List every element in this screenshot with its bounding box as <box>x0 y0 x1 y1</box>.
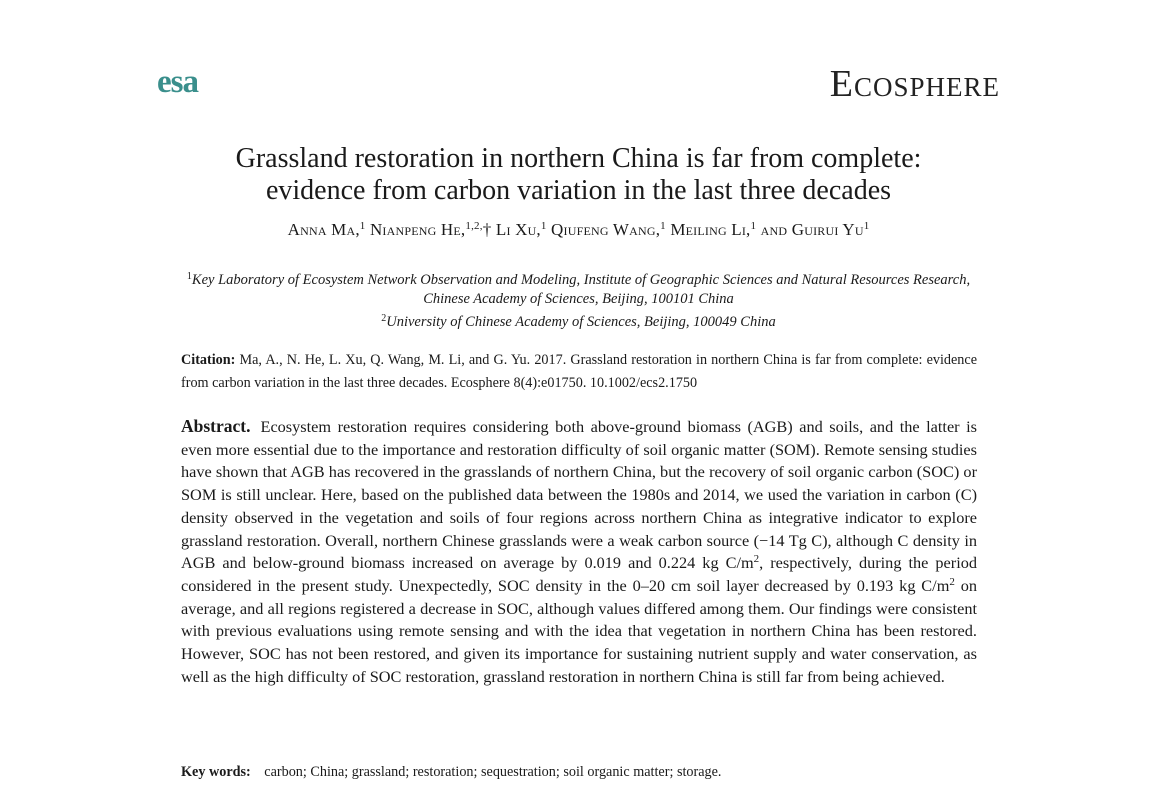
author-affiliation-sup: 1 <box>540 220 547 232</box>
abstract-text-part-3: on average, and all regions registered a decrease in SOC, although values differed among them. Our findings were consistent with previous evaluations using remote sensing and with the idea that vegetation in northern China has been restored. However, SOC has not been restored, and given its importance for sustaining nutrient supply and water conservation, as well as the high difficulty of SOC restoration, grassland restoration in northern China is still far from being achieved. <box>181 575 977 686</box>
title-line-2: evidence from carbon variation in the last three decades <box>265 175 892 206</box>
author-affiliation-sup: 1 <box>863 220 870 232</box>
citation <box>181 349 977 395</box>
citation-label: Citation: <box>181 352 236 368</box>
keywords-label: Key words: <box>181 764 251 780</box>
author-name: Li Xu, <box>495 220 541 239</box>
abstract-text-part-1: Ecosystem restoration requires considering both above-ground biomass (AGB) and soils, and the latter is even more essential due to the importance and restoration difficulty of soil organic matter (SOM). Remote sensing studies have shown that AGB has recovered in the grasslands of northern China, but the recovery of soil organic carbon (SOC) or SOM is still unclear. Here, based on the published data between the 1980s and 2014, we used the variation in carbon (C) density observed in the vegetation and soils of four regions across northern China as integrative indicator to explore grassland restoration. Overall, northern Chinese grasslands were a weak carbon source (−14 Tg C), although C density in AGB and below-ground biomass increased on average by 0.019 and 0.224 kg C/m <box>181 417 977 573</box>
author-name: Anna Ma, <box>287 220 360 239</box>
article-title <box>150 143 1007 207</box>
esa-logo: esa <box>157 64 198 100</box>
author-affiliation-sup: 1 <box>660 220 666 232</box>
journal-name: Ecosphere <box>829 63 1000 105</box>
affiliations <box>150 267 1007 332</box>
corresponding-author-mark: † <box>482 220 492 239</box>
author-name: Nianpeng He, <box>369 220 466 239</box>
author-list <box>150 220 1007 240</box>
affiliation-1-line-1: Key Laboratory of Ecosystem Network Observation and Modeling, Institute of Geographic Sciences and Natural Resources Research, <box>191 272 971 288</box>
title-line-1: Grassland restoration in northern China is far from complete: <box>235 143 922 174</box>
abstract-sup-1: 2 <box>753 553 760 566</box>
affiliation-1 <box>150 267 1007 290</box>
author-name: Meiling Li, <box>670 220 751 239</box>
author-name: Qiufeng Wang, <box>551 220 661 239</box>
author-affiliation-sup: 1 <box>750 220 757 232</box>
author-name: and Guirui Yu <box>760 220 864 239</box>
affiliation-sup: 1 <box>186 271 192 282</box>
keywords <box>181 764 977 781</box>
abstract-text-part-2: , respectively, during the period considered in the present study. Unexpectedly, SOC density in the 0–20 cm soil layer decreased by 0.193 kg C/m <box>181 553 977 595</box>
author-affiliation-sup: 1,2, <box>465 220 483 232</box>
affiliation-2-line-1: University of Chinese Academy of Sciences, Beijing, 100049 China <box>386 314 776 330</box>
keywords-text: carbon; China; grassland; restoration; sequestration; soil organic matter; storage. <box>264 764 722 780</box>
abstract-sup-2: 2 <box>949 575 955 588</box>
affiliation-1-line-2: Chinese Academy of Sciences, Beijing, 100101 China <box>423 291 734 307</box>
citation-text: Ma, A., N. He, L. Xu, Q. Wang, M. Li, and G. Yu. 2017. Grassland restoration in northern China is far from complete: evidence from carbon variation in the last three decades. Ecosphere 8(4):e01750. 10.1002/ecs2.1750 <box>181 352 977 391</box>
abstract-label: Abstract. <box>181 416 251 436</box>
affiliation-sup: 2 <box>381 313 387 324</box>
author-affiliation-sup: 1 <box>359 220 366 232</box>
affiliation-2 <box>150 309 1007 332</box>
abstract <box>181 415 977 688</box>
